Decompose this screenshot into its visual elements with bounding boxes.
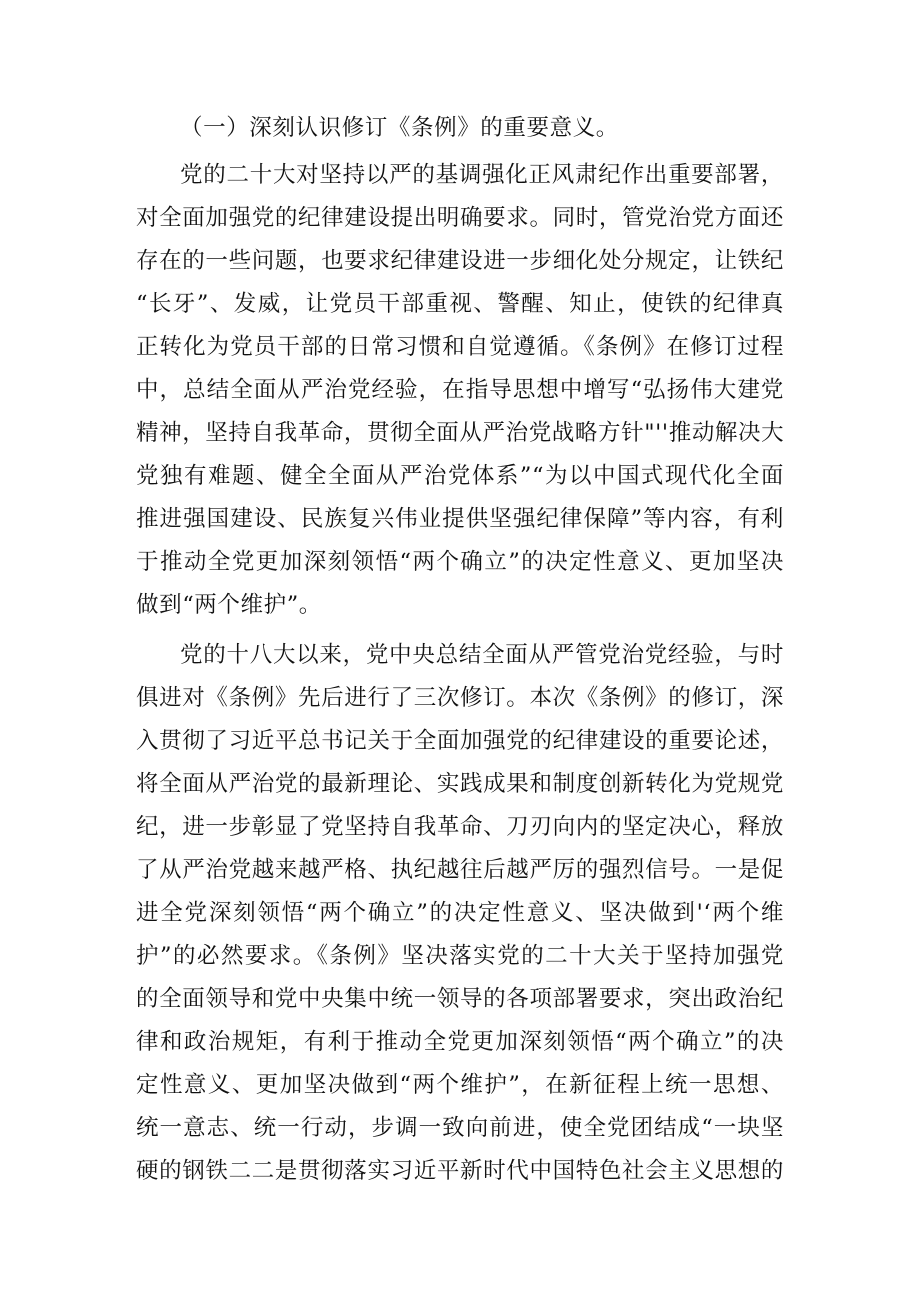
paragraph-2-line-11: 定性意义、更加坚决做到“两个维护”，在新征程上统一思想、 [136, 1072, 784, 1098]
paragraph-1-line-1: 党的二十大对坚持以严的基调强化正风肃纪作出重要部署， [180, 162, 784, 188]
paragraph-2-line-8: 护”的必然要求。《条例》坚决落实党的二十大关于坚持加强党 [136, 943, 784, 969]
paragraph-2-line-9: 的全面领导和党中央集中统一领导的各项部署要求，突出政治纪 [136, 986, 784, 1012]
paragraph-2-line-13: 硬的钢铁二二是贯彻落实习近平新时代中国特色社会主义思想的 [136, 1158, 784, 1184]
paragraph-2-line-6: 了从严治党越来越严格、执纪越往后越严厉的强烈信号。一是促 [136, 857, 784, 883]
paragraph-1-line-6: 中，总结全面从严治党经验，在指导思想中增写“弘扬伟大建党 [136, 377, 784, 403]
paragraph-2-line-4: 将全面从严治党的最新理论、实践成果和制度创新转化为党规党 [136, 771, 784, 797]
paragraph-2-line-10: 律和政治规矩，有利于推动全党更加深刻领悟“两个确立”的决 [136, 1029, 784, 1055]
paragraph-1-line-8: 党独有难题、健全全面从严治党体系”“为以中国式现代化全面 [136, 463, 784, 489]
paragraph-2-line-12: 统一意志、统一行动，步调一致向前进，使全党团结成“一块坚 [136, 1115, 784, 1141]
paragraph-1-line-5: 正转化为党员干部的日常习惯和自觉遵循。《条例》在修订过程 [136, 334, 784, 360]
paragraph-2-line-7: 进全党深刻领悟“两个确立”的决定性意义、坚决做到'‘两个维 [136, 900, 784, 926]
paragraph-1-line-2: 对全面加强党的纪律建设提出明确要求。同时，管党治党方面还 [136, 205, 784, 231]
paragraph-2-line-5: 纪，进一步彰显了党坚持自我革命、刀刃向内的坚定决心，释放 [136, 814, 784, 840]
paragraph-2-line-1: 党的十八大以来，党中央总结全面从严管党治党经验，与时 [180, 642, 784, 668]
paragraph-1-line-9: 推进强国建设、民族复兴伟业提供坚强纪律保障”等内容，有利 [136, 506, 784, 532]
paragraph-1-line-3: 存在的一些问题，也要求纪律建设进一步细化处分规定，让铁纪 [136, 248, 784, 274]
paragraph-2-line-3: 入贯彻了习近平总书记关于全面加强党的纪律建设的重要论述， [136, 728, 784, 754]
paragraph-1-line-4: “长牙”、发威，让党员干部重视、警醒、知止，使铁的纪律真 [136, 291, 784, 317]
paragraph-2-line-2: 俱进对《条例》先后进行了三次修订。本次《条例》的修订，深 [136, 685, 784, 711]
paragraph-1-line-11: 做到“两个维护”。 [136, 592, 322, 618]
paragraph-1-line-7: 精神，坚持自我革命，贯彻全面从严治党战略方针"''推动解决大 [136, 420, 785, 446]
section-heading: （一）深刻认识修订《条例》的重要意义。 [180, 115, 619, 141]
paragraph-1-line-10: 于推动全党更加深刻领悟“两个确立”的决定性意义、更加坚决 [136, 549, 784, 575]
